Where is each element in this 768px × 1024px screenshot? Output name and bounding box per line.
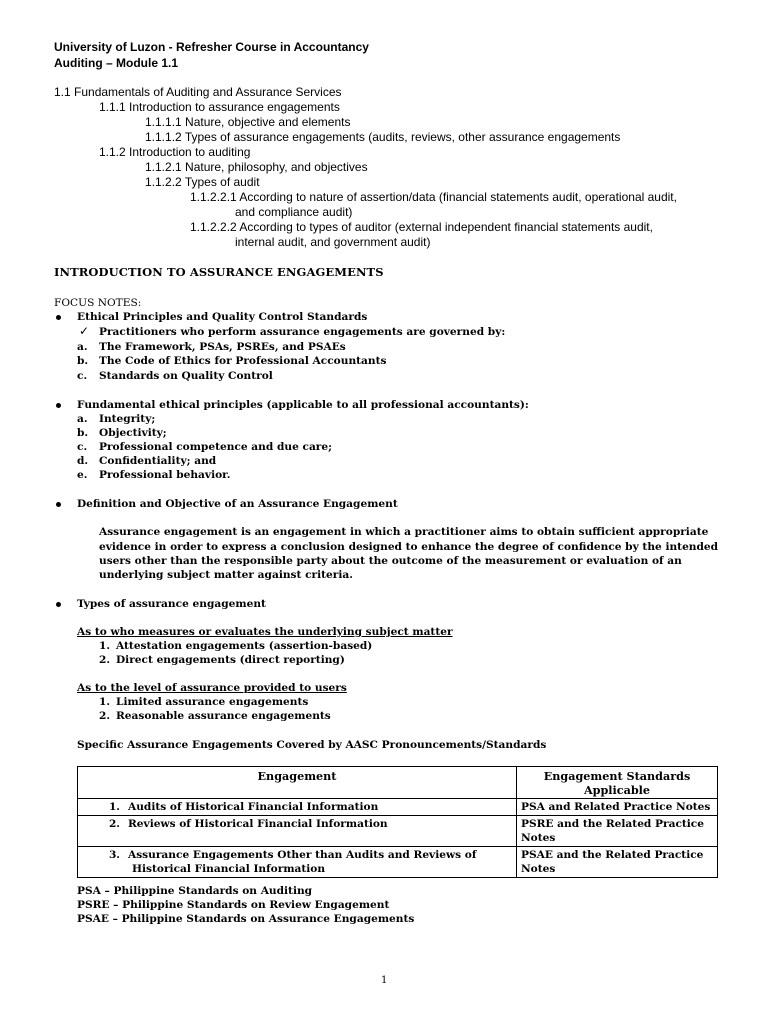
list-number: 1. — [99, 696, 111, 708]
cell-text: Audits of Historical Financial Information — [128, 801, 379, 813]
list-item: The Framework, PSAs, PSREs, and PSAEs — [99, 341, 346, 353]
header-title: University of Luzon - Refresher Course in Accountancy — [54, 40, 369, 54]
list-letter: b. — [77, 355, 89, 367]
toc-item: 1.1.1.1 Nature, objective and elements — [145, 115, 351, 129]
list-letter: a. — [77, 413, 88, 425]
checkmark-icon: ✓ — [79, 324, 90, 338]
abbreviation-psre: PSRE – Philippine Standards on Review Engagement — [77, 899, 390, 911]
types-heading: Types of assurance engagement — [77, 598, 266, 610]
abbreviation-psa: PSA – Philippine Standards on Auditing — [77, 885, 313, 897]
toc-item-continued: internal audit, and government audit) — [235, 235, 431, 249]
toc-item-continued: and compliance audit) — [235, 205, 353, 219]
standard-cell — [517, 816, 718, 847]
toc-item: 1.1.2.2.1 According to nature of assertion/data (financial statements audit, operational audit, — [190, 190, 677, 204]
list-letter: c. — [77, 370, 88, 382]
toc-item: 1.1.1 Introduction to assurance engagements — [99, 100, 340, 114]
header-text: Applicable — [583, 783, 651, 797]
ethics-heading: Ethical Principles and Quality Control Standards — [77, 311, 368, 323]
table-header-row — [78, 767, 718, 799]
list-number: 2. — [99, 710, 111, 722]
list-item: The Code of Ethics for Professional Accountants — [99, 355, 387, 367]
bullet-icon — [56, 315, 61, 320]
list-item: Reasonable assurance engagements — [116, 710, 331, 722]
header-text: Engagement — [257, 769, 337, 783]
types-group-level-assurance: As to the level of assurance provided to users — [77, 682, 347, 694]
cell-text: PSRE and the Related Practice — [521, 818, 705, 830]
standard-cell — [517, 799, 718, 816]
bullet-icon — [56, 403, 61, 408]
table-row — [78, 847, 718, 878]
header-module: Auditing – Module 1.1 — [54, 56, 179, 70]
cell-text: Historical Financial Information — [132, 863, 326, 875]
cell-text: Notes — [521, 863, 556, 875]
list-item: Direct engagements (direct reporting) — [116, 654, 345, 666]
abbreviation-psae: PSAE – Philippine Standards on Assurance Engagements — [77, 913, 415, 925]
engagement-cell — [78, 816, 517, 847]
list-letter: c. — [77, 441, 88, 453]
engagement-standards-table — [77, 766, 718, 878]
list-letter: e. — [77, 469, 88, 481]
row-number: 3. — [108, 849, 120, 861]
list-item: Professional behavior. — [99, 469, 231, 481]
focus-notes-label: FOCUS NOTES: — [54, 297, 142, 309]
column-header-engagement — [78, 767, 517, 799]
list-number: 2. — [99, 654, 111, 666]
list-item: Limited assurance engagements — [116, 696, 309, 708]
toc-item: 1.1.1.2 Types of assurance engagements (audits, reviews, other assurance engagements — [145, 130, 621, 144]
list-letter: b. — [77, 427, 89, 439]
list-item: Objectivity; — [99, 427, 167, 439]
row-number: 1. — [108, 801, 120, 813]
definition-line: underlying subject matter against criteria. — [99, 569, 353, 581]
row-number: 2. — [108, 818, 120, 830]
list-item: Professional competence and due care; — [99, 441, 333, 453]
bullet-icon — [56, 502, 61, 507]
table-row — [78, 816, 718, 847]
toc-item: 1.1.2.2.2 According to types of auditor (external independent financial statements audit, — [190, 220, 653, 234]
cell-text: PSAE and the Related Practice — [521, 849, 704, 861]
list-item: Standards on Quality Control — [99, 370, 273, 382]
definition-line: Assurance engagement is an engagement in which a practitioner aims to obtain sufficient appropriate — [99, 526, 709, 538]
list-item: Confidentiality; and — [99, 455, 217, 467]
header-text: Engagement Standards — [543, 769, 691, 783]
definition-heading: Definition and Objective of an Assurance Engagement — [77, 498, 398, 510]
toc-item: 1.1.2 Introduction to auditing — [99, 145, 251, 159]
cell-text: Notes — [521, 832, 556, 844]
cell-text: Reviews of Historical Financial Information — [128, 818, 388, 830]
standard-cell — [517, 847, 718, 878]
cell-text: PSA and Related Practice Notes — [521, 801, 711, 813]
definition-line: users other than the responsible party about the outcome of the measurement or evaluation of an — [99, 555, 682, 567]
list-number: 1. — [99, 640, 111, 652]
specific-engagements-title: Specific Assurance Engagements Covered by AASC Pronouncements/Standards — [77, 739, 547, 751]
ethics-governed-by: Practitioners who perform assurance engagements are governed by: — [99, 326, 506, 338]
bullet-icon — [56, 602, 61, 607]
cell-text: Assurance Engagements Other than Audits and Reviews of — [128, 849, 477, 861]
engagement-cell — [78, 799, 517, 816]
list-letter: a. — [77, 341, 88, 353]
toc-item: 1.1 Fundamentals of Auditing and Assurance Services — [54, 85, 342, 99]
table-row — [78, 799, 718, 816]
section-title: INTRODUCTION TO ASSURANCE ENGAGEMENTS — [54, 265, 384, 279]
column-header-standards — [517, 767, 718, 799]
principles-heading: Fundamental ethical principles (applicable to all professional accountants): — [77, 399, 529, 411]
toc-item: 1.1.2.1 Nature, philosophy, and objectives — [145, 160, 368, 174]
definition-line: evidence in order to express a conclusion designed to enhance the degree of confidence by the intended — [99, 541, 719, 553]
engagement-cell — [78, 847, 517, 878]
list-item: Integrity; — [99, 413, 156, 425]
types-group-who-measures: As to who measures or evaluates the underlying subject matter — [77, 626, 453, 638]
list-item: Attestation engagements (assertion-based) — [116, 640, 373, 652]
toc-item: 1.1.2.2 Types of audit — [145, 175, 260, 189]
list-letter: d. — [77, 455, 89, 467]
page-number: 1 — [381, 975, 388, 986]
